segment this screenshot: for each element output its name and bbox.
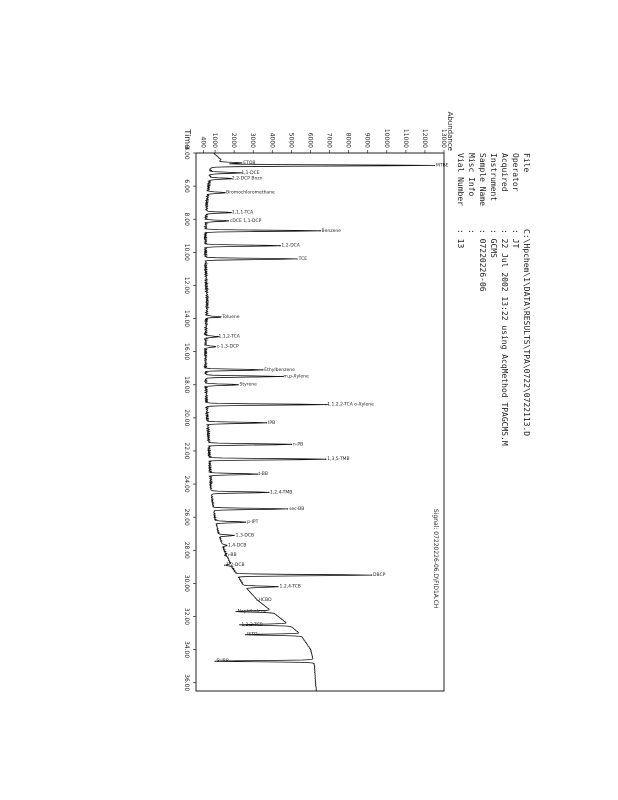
peak-apex xyxy=(216,336,217,337)
y-tick-label: 11000 xyxy=(401,128,409,148)
peak-label: ETOB xyxy=(243,160,256,166)
peak-label: 1,2-DCA xyxy=(281,243,300,249)
x-tick-label: 20.00 xyxy=(183,409,190,427)
signal-title: Signal: 07220226-06.D\FID1A.CH xyxy=(432,508,439,609)
x-axis-label: Time xyxy=(183,129,192,149)
x-tick-label: 14.00 xyxy=(183,309,190,328)
vial-number-value: : 13 xyxy=(456,229,465,249)
peak-apex xyxy=(220,316,221,317)
peak-label: 1,2,4-TCB xyxy=(279,584,301,590)
x-tick-label: 32.00 xyxy=(183,607,190,626)
vial-number-label: Vial Number xyxy=(456,153,465,206)
y-tick-label: 400 xyxy=(199,136,207,148)
peak-apex xyxy=(319,230,320,231)
peak-apex xyxy=(279,245,280,246)
peak-label: 1,3,5-TMB xyxy=(327,457,350,463)
x-tick-label: 16.00 xyxy=(183,343,190,361)
file-value: C:\Hpchem\1\DATA\RESULTS\TPA\0722\0722113.D xyxy=(522,229,531,437)
peak-label: 1,2-DCB xyxy=(226,563,245,569)
peak-label: n-BB xyxy=(226,553,237,559)
peak-label: Naphthalene xyxy=(237,609,267,615)
peak-apex xyxy=(281,376,282,377)
sample-name-label: Sample Name xyxy=(478,153,487,206)
peak-apex xyxy=(224,565,225,566)
peak-apex xyxy=(277,586,278,587)
y-tick-label: 8000 xyxy=(344,132,352,148)
peak-apex xyxy=(287,508,288,509)
y-tick-label: 3000 xyxy=(249,132,257,148)
peak-apex xyxy=(325,459,326,460)
y-tick-label: 12000 xyxy=(420,128,428,148)
x-tick-label: 26.00 xyxy=(183,508,190,526)
peak-label: 1,3-DCB xyxy=(235,533,255,539)
header-block xyxy=(456,153,531,446)
peak-label: ISTD xyxy=(247,632,258,638)
y-tick-label: 13000 xyxy=(440,128,447,148)
peak-apex xyxy=(230,178,231,179)
peak-label: Benzene xyxy=(321,228,341,234)
y-tick-label: 4000 xyxy=(268,132,276,148)
peak-label: 1,1-DCE xyxy=(241,170,260,176)
peak-apex xyxy=(256,474,257,475)
peak-apex xyxy=(291,444,292,445)
operator-label: Operator xyxy=(511,153,520,192)
y-axis-ticks xyxy=(200,129,447,153)
peak-apex xyxy=(325,404,326,405)
peak-apex xyxy=(234,535,235,536)
peak-apex xyxy=(235,611,236,612)
acquired-value: : 22 Jul 2002 13:22 using AcqMethod TPAGCMS.M xyxy=(500,229,509,446)
peak-apex xyxy=(224,555,225,556)
x-tick-label: 4.00 xyxy=(183,146,190,160)
peak-apex xyxy=(434,165,435,166)
peak-label: n-PB xyxy=(292,442,304,448)
peak-marks xyxy=(214,160,448,664)
peak-label: m,p-Xylene xyxy=(283,374,309,380)
peak-apex xyxy=(224,192,225,193)
peak-apex xyxy=(226,545,227,546)
instrument-value: : GCMS xyxy=(489,229,498,258)
misc-info-value: : xyxy=(467,229,476,234)
acquired-label: Acquired xyxy=(500,153,509,192)
peak-label: TCE xyxy=(298,256,308,262)
peak-label: 1,4-DCB xyxy=(228,543,247,549)
peak-apex xyxy=(241,162,242,163)
x-tick-label: 8.00 xyxy=(183,212,190,226)
peak-apex xyxy=(297,258,298,259)
peak-apex xyxy=(214,661,215,662)
peak-apex xyxy=(239,624,240,625)
peak-apex xyxy=(230,212,231,213)
peak-label: 1,2,4-TMB xyxy=(269,490,293,496)
x-tick-label: 22.00 xyxy=(183,442,190,460)
instrument-label: Instrument xyxy=(489,153,498,202)
peak-label: IPB xyxy=(268,420,276,426)
peak-label: sec-BB xyxy=(289,506,305,512)
peak-apex xyxy=(371,575,372,576)
y-tick-label: 9000 xyxy=(363,132,371,148)
peak-label: DBCP xyxy=(373,573,386,579)
peak-apex xyxy=(245,634,246,635)
peak-label: c-1,3-DCP xyxy=(216,344,239,350)
y-tick-label: 10000 xyxy=(382,128,390,148)
x-tick-label: 6.00 xyxy=(183,179,190,193)
peak-apex xyxy=(228,220,229,221)
x-tick-label: 36.00 xyxy=(183,674,190,692)
peak-label: HCBD xyxy=(258,597,272,603)
x-tick-label: 28.00 xyxy=(183,541,190,559)
operator-value: : JT xyxy=(511,229,520,249)
peak-label: MTBE xyxy=(435,163,449,169)
x-tick-label: 24.00 xyxy=(183,475,190,493)
peak-label: 1,1,2,2-TCA o-Xylene xyxy=(327,402,374,408)
peak-apex xyxy=(239,172,240,173)
peak-apex xyxy=(256,599,257,600)
peak-label: 2,2-DCP Bnzn xyxy=(231,176,263,182)
file-label: File xyxy=(522,153,531,173)
x-tick-label: 30.00 xyxy=(183,574,190,592)
peak-apex xyxy=(245,522,246,523)
peak-label: t-BB xyxy=(258,472,268,478)
peak-label: 1,2,3-TCB xyxy=(241,622,263,628)
peak-label: Toluene xyxy=(222,314,240,320)
peak-label: Styrene xyxy=(239,382,257,388)
y-tick-label: 7000 xyxy=(325,132,333,148)
peak-apex xyxy=(237,384,238,385)
misc-info-label: Misc Info xyxy=(467,153,476,197)
peak-label: SURR xyxy=(216,659,229,665)
peak-label: 1,1,1-TCA xyxy=(231,210,254,216)
x-tick-label: 10.00 xyxy=(183,243,190,261)
y-tick-label: 2000 xyxy=(230,132,238,148)
x-tick-label: 12.00 xyxy=(183,276,190,295)
peak-apex xyxy=(266,422,267,423)
peak-label: 1,1,2-TCA xyxy=(218,334,240,340)
x-axis-ticks xyxy=(183,146,196,691)
peak-apex xyxy=(262,369,263,370)
peak-label: cDCE 1,1-DCP xyxy=(229,218,262,224)
y-tick-label: 1000 xyxy=(211,132,219,148)
x-tick-label: 18.00 xyxy=(183,376,190,394)
x-tick-label: 34.00 xyxy=(183,641,190,659)
chromatogram-plot xyxy=(183,112,454,692)
peak-label: Ethylbenzene xyxy=(264,367,295,373)
y-tick-label: 5000 xyxy=(287,132,295,148)
peak-label: Bromochloromethane xyxy=(226,190,275,196)
peak-label: p-IPT xyxy=(247,520,259,526)
y-tick-label: 6000 xyxy=(306,132,314,148)
sample-name-value: : 07220226-06 xyxy=(478,229,487,292)
peak-apex xyxy=(268,492,269,493)
peak-apex xyxy=(214,346,215,347)
y-axis-label: Abundance xyxy=(446,111,454,151)
